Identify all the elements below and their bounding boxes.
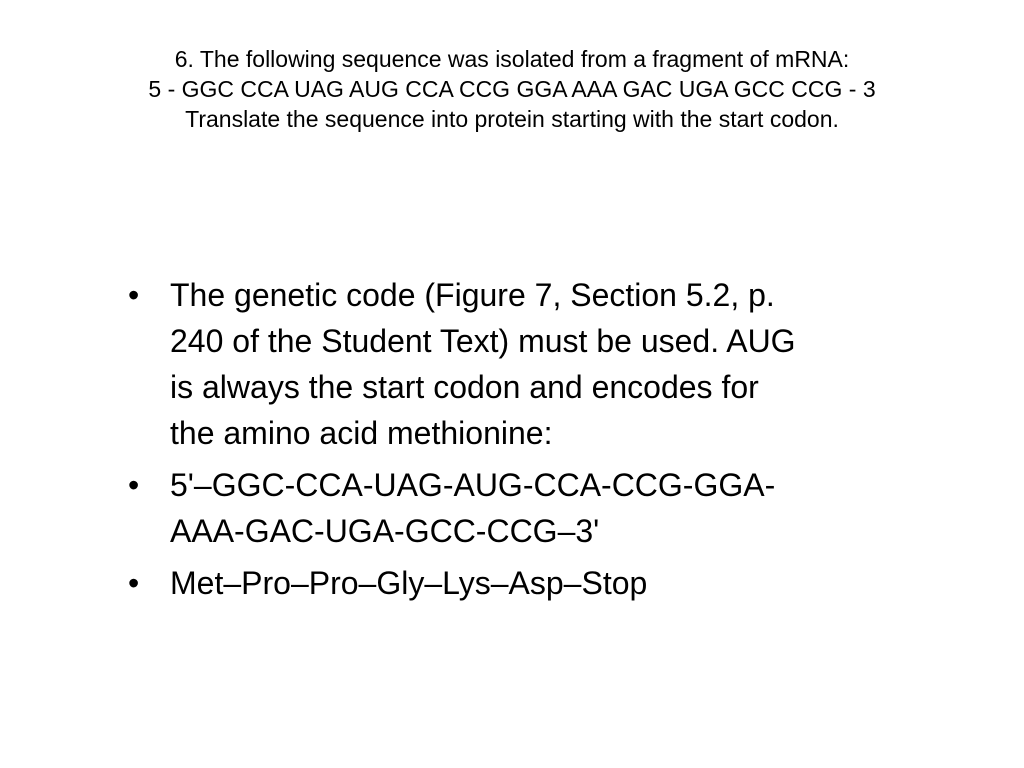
slide-body — [128, 272, 958, 612]
bullet-text-line: The genetic code (Figure 7, Section 5.2, p. — [170, 277, 775, 313]
title-line-question: 6. The following sequence was isolated from a fragment of mRNA: — [174, 46, 850, 72]
bullet-point-icon: • — [128, 277, 140, 313]
bullet-text-line: AAA-GAC-UGA-GCC-CCG–3' — [170, 513, 600, 549]
bullet-protein — [128, 560, 958, 606]
bullet-text-line: the amino acid methionine: — [170, 415, 553, 451]
title-line-sequence: 5 - GGC CCA UAG AUG CCA CCG GGA AAA GAC UGA GCC CCG - 3 — [148, 76, 876, 102]
bullet-text-line: 5'–GGC-CCA-UAG-AUG-CCA-CCG-GGA- — [170, 467, 776, 503]
bullet-text-line: Met–Pro–Pro–Gly–Lys–Asp–Stop — [170, 565, 648, 601]
bullet-list — [128, 272, 958, 606]
bullet-point-icon: • — [128, 565, 140, 601]
bullet-text-line: 240 of the Student Text) must be used. AUG — [170, 323, 796, 359]
slide-title — [0, 44, 1024, 134]
title-line-instruction: Translate the sequence into protein starting with the start codon. — [185, 106, 839, 132]
bullet-sequence — [128, 462, 958, 554]
bullet-point-icon: • — [128, 467, 140, 503]
bullet-text-line: is always the start codon and encodes for — [170, 369, 759, 405]
bullet-genetic-code — [128, 272, 958, 456]
